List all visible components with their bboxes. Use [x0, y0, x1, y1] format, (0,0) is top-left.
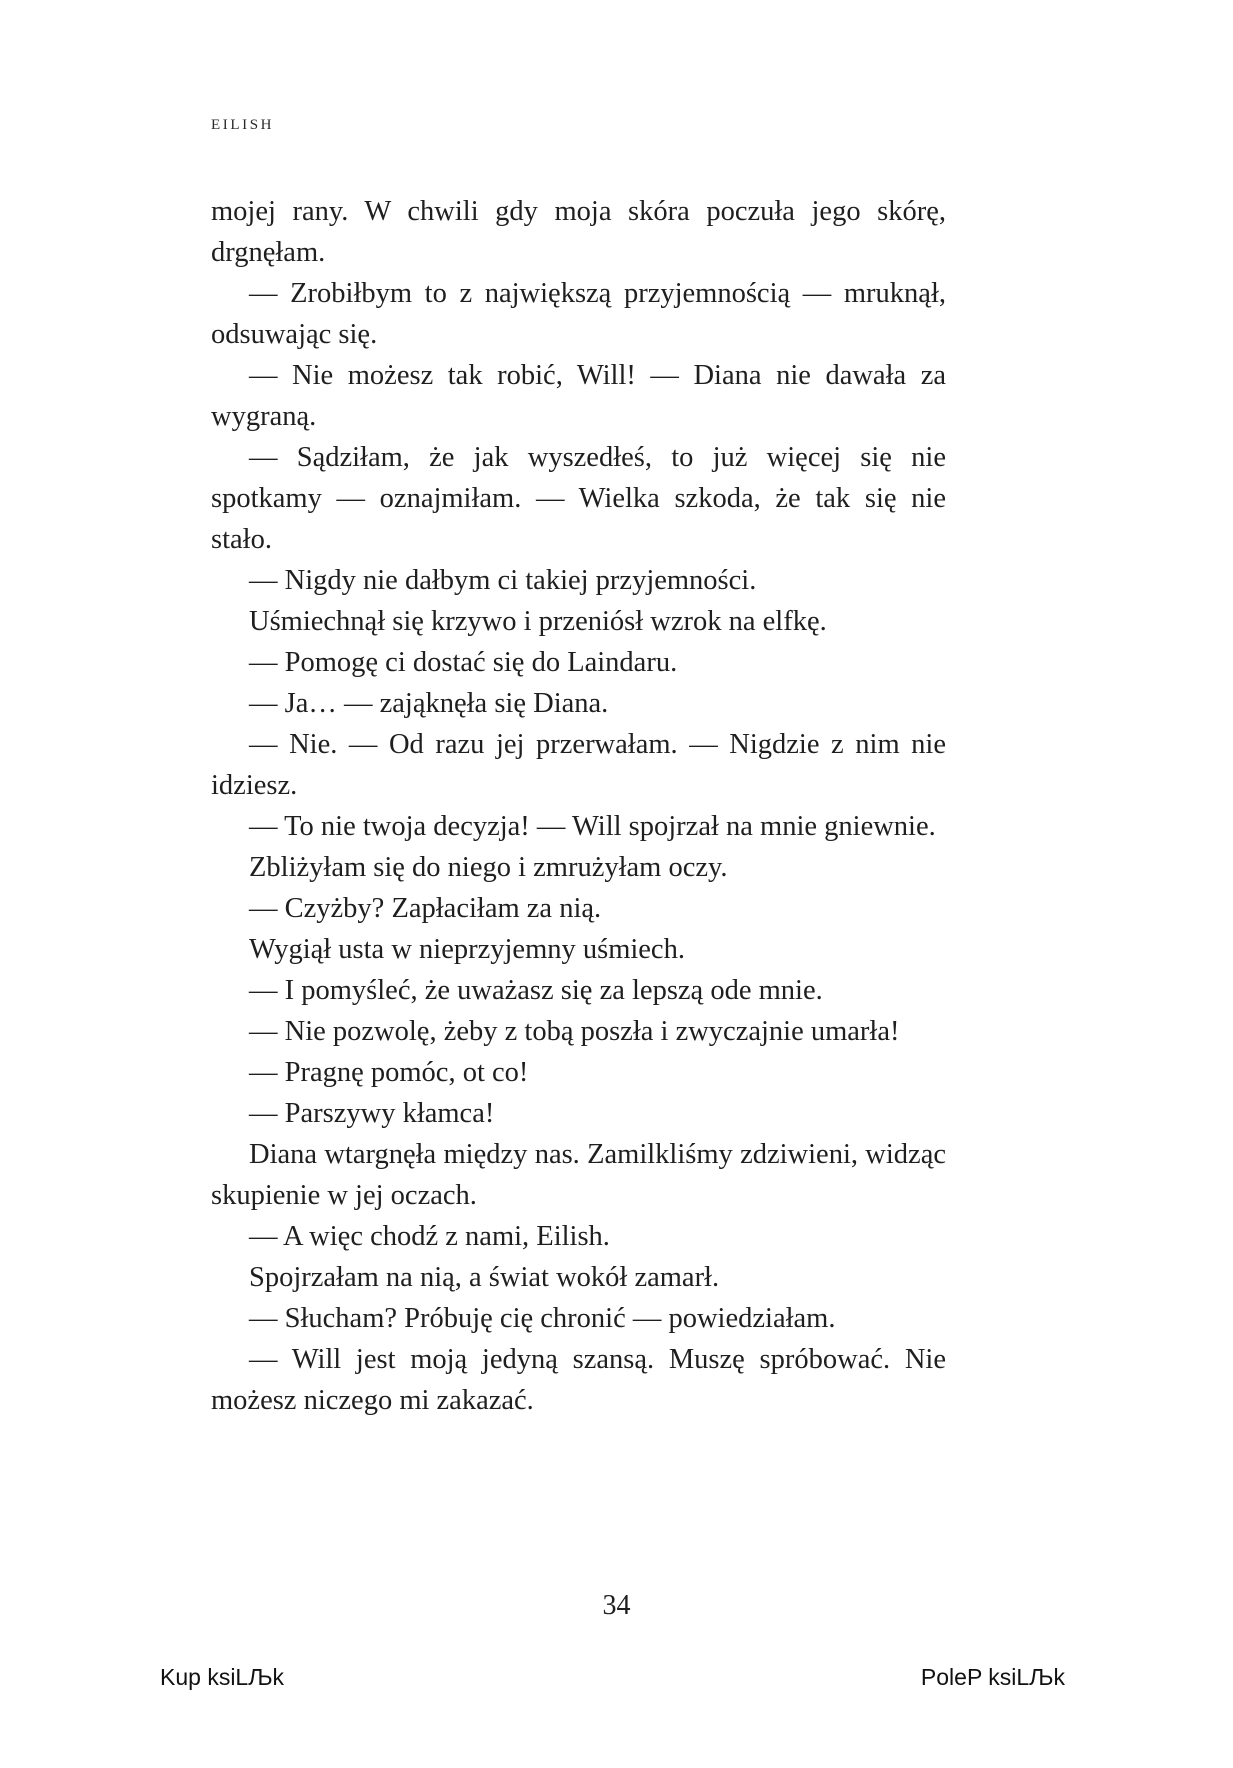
- paragraph: — Sądziłam, że jak wyszedłeś, to już więcej się nie spotkamy — oznajmiłam. — Wielka szkoda, że tak się nie stało.: [211, 442, 946, 555]
- paragraph: Zbliżyłam się do niego i zmrużyłam oczy.: [249, 852, 728, 883]
- paragraph: — Czyżby? Zapłaciłam za nią.: [249, 893, 602, 924]
- paragraph: — Pragnę pomóc, ot co!: [249, 1057, 529, 1088]
- paragraph: — Will jest moją jedyną szansą. Muszę spróbować. Nie możesz niczego mi zakazać.: [211, 1344, 946, 1416]
- paragraph: — To nie twoja decyzja! — Will spojrzał na mnie gniewnie.: [249, 811, 936, 842]
- paragraph: — Nie. — Od razu jej przerwałam. — Nigdzie z nim nie idziesz.: [211, 729, 946, 801]
- paragraph: — Ja… — zająknęła się Diana.: [249, 688, 609, 719]
- paragraph: — Nigdy nie dałbym ci takiej przyjemności.: [249, 565, 757, 596]
- paragraph: — Nie możesz tak robić, Will! — Diana nie dawała za wygraną.: [211, 360, 946, 432]
- paragraph: Uśmiechnął się krzywo i przeniósł wzrok na elfkę.: [249, 606, 827, 637]
- buy-book-link[interactable]: Kup ksiLЉk: [160, 1664, 285, 1690]
- paragraph: Diana wtargnęła między nas. Zamilkliśmy zdziwieni, widząc skupienie w jej oczach.: [211, 1139, 946, 1211]
- paragraph: — Pomogę ci dostać się do Laindaru.: [249, 647, 678, 678]
- running-head: EILISH: [211, 117, 275, 133]
- page-number: 34: [602, 1590, 631, 1621]
- paragraph: Wygiął usta w nieprzyjemny uśmiech.: [249, 934, 685, 965]
- paragraph: mojej rany. W chwili gdy moja skóra poczuła jego skórę, drgnęłam.: [211, 196, 946, 268]
- recommend-book-link[interactable]: PoleP ksiLЉk: [920, 1664, 1065, 1690]
- paragraph: — A więc chodź z nami, Eilish.: [249, 1221, 610, 1252]
- paragraph: — Zrobiłbym to z największą przyjemnością — mruknął, odsuwając się.: [211, 278, 946, 350]
- paragraph: — Parszywy kłamca!: [249, 1098, 495, 1129]
- paragraph: — Słucham? Próbuję cię chronić — powiedziałam.: [249, 1303, 836, 1334]
- body-text: [211, 191, 946, 1421]
- paragraph: — Nie pozwolę, żeby z tobą poszła i zwyczajnie umarła!: [249, 1016, 900, 1047]
- paragraph: — I pomyśleć, że uważasz się za lepszą ode mnie.: [249, 975, 823, 1006]
- paragraph: Spojrzałam na nią, a świat wokół zamarł.: [249, 1262, 720, 1293]
